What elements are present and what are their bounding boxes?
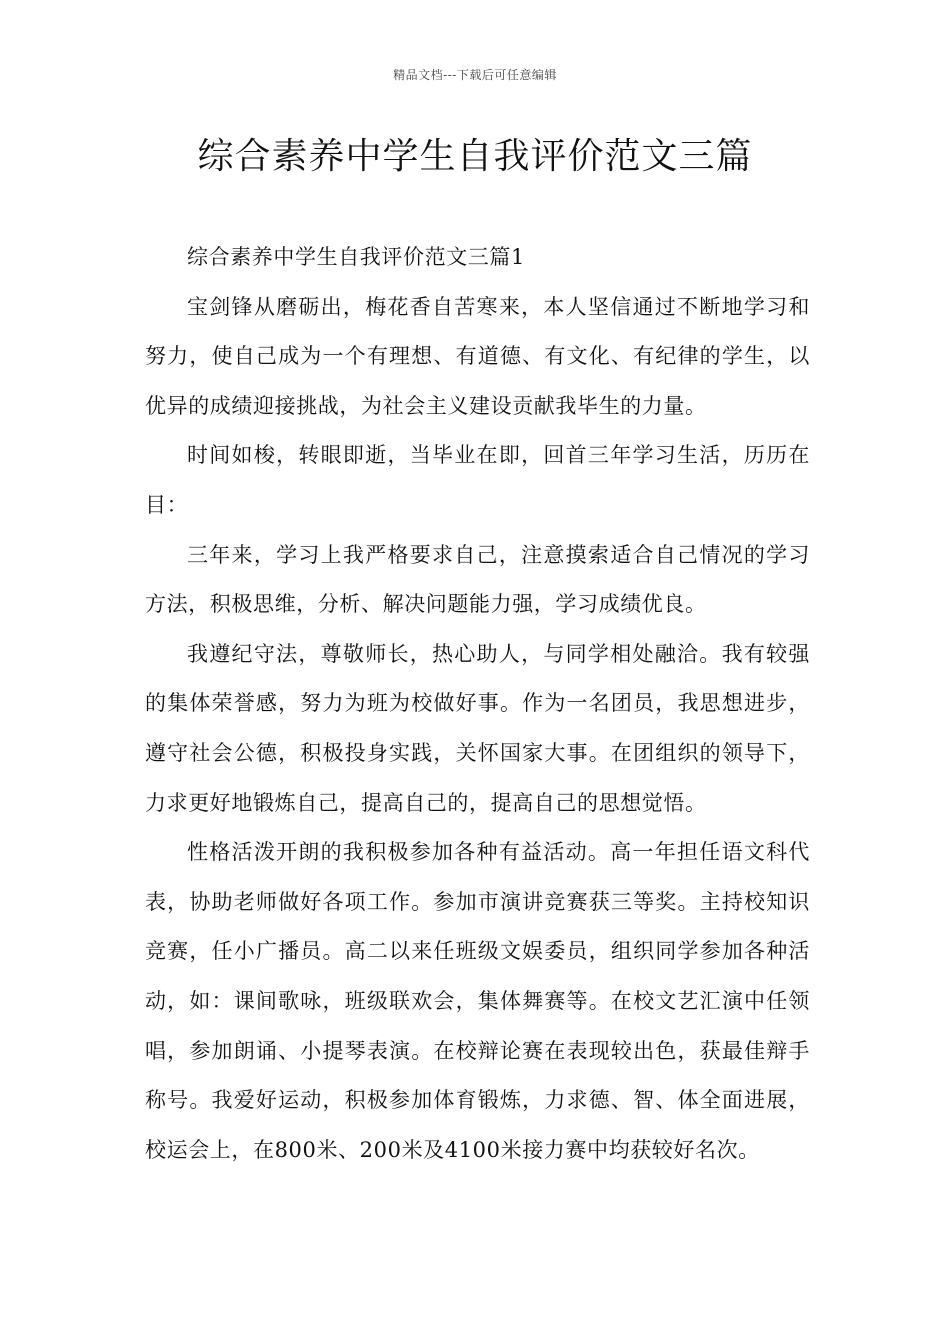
- page-header-note: 精品文档---下载后可任意编辑: [393, 68, 557, 82]
- paragraph: 性格活泼开朗的我积极参加各种有益活动。高一年担任语文科代表，协助老师做好各项工作。参加市演讲竞赛获三等奖。主持校知识竞赛，任小广播员。高二以来任班级文娱委员，组织同学参加各种活动，如：课间歌咏，班级联欢会，集体舞赛等。在校文艺汇演中任领唱，参加朗诵、小提琴表演。在校辩论赛在表现较出色，获最佳辩手称号。我爱好运动，积极参加体育锻炼，力求德、智、体全面进展，校运会上，在800米、200米及4100米接力赛中均获较好名次。: [145, 840, 810, 1162]
- paragraph: 时间如梭，转眼即逝，当毕业在即，回首三年学习生活，历历在目：: [145, 443, 810, 517]
- paragraph-section-heading: 综合素养中学生自我评价范文三篇1: [187, 245, 525, 269]
- paragraph: 三年来，学习上我严格要求自己，注意摸索适合自己情况的学习方法，积极思维，分析、解决问题能力强，学习成绩优良。: [145, 542, 810, 617]
- document-title: 综合素养中学生自我评价范文三篇: [197, 136, 753, 177]
- document-body: [145, 233, 810, 1175]
- paragraph: 宝剑锋从磨砺出，梅花香自苦寒来，本人坚信通过不断地学习和努力，使自己成为一个有理想、有道德、有文化、有纪律的学生，以优异的成绩迎接挑战，为社会主义建设贡献我毕生的力量。: [145, 294, 810, 418]
- paragraph: 我遵纪守法，尊敬师长，热心助人，与同学相处融洽。我有较强的集体荣誉感，努力为班为校做好事。作为一名团员，我思想进步，遵守社会公德，积极投身实践，关怀国家大事。在团组织的领导下，力求更好地锻炼自己，提高自己的，提高自己的思想觉悟。: [145, 641, 810, 815]
